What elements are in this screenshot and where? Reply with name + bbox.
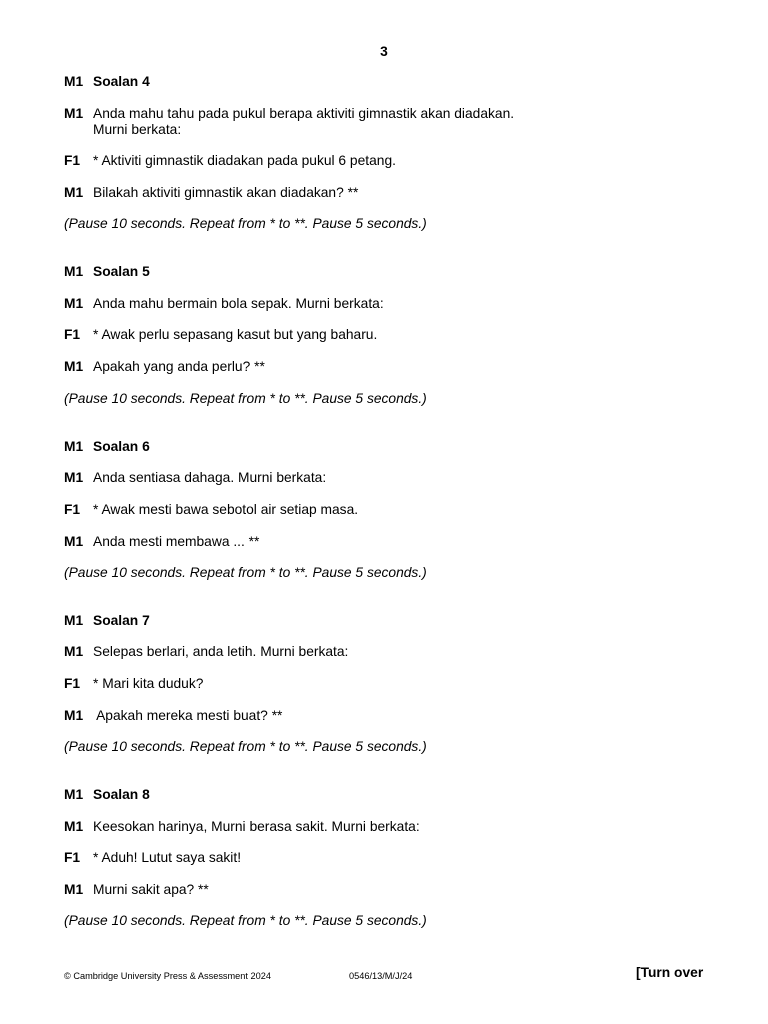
script-line <box>64 296 384 312</box>
pause-instruction: (Pause 10 seconds. Repeat from * to **. Pause 5 seconds.) <box>64 739 427 754</box>
script-line <box>64 185 358 201</box>
section-heading-soalan-7 <box>64 613 150 629</box>
turn-over-label: [Turn over <box>636 965 704 980</box>
script-line <box>64 676 203 692</box>
speaker-label: M1 <box>64 359 84 374</box>
section-heading-soalan-5 <box>64 264 150 280</box>
speaker-label: M1 <box>64 185 84 200</box>
script-line <box>64 470 326 486</box>
script-line <box>64 359 265 375</box>
speaker-label: M1 <box>64 882 84 897</box>
script-line <box>64 502 358 518</box>
question-title: Soalan 8 <box>93 787 150 802</box>
script-line <box>64 708 282 724</box>
speaker-label: F1 <box>64 153 81 168</box>
pause-instruction: (Pause 10 seconds. Repeat from * to **. Pause 5 seconds.) <box>64 391 427 406</box>
speaker-label: M1 <box>64 106 84 121</box>
script-line <box>64 327 377 343</box>
speaker-label: M1 <box>64 470 84 485</box>
script-line <box>64 882 209 898</box>
speaker-label: M1 <box>64 296 84 311</box>
speaker-label: M1 <box>64 74 84 89</box>
footer-paper-code: 0546/13/M/J/24 <box>349 971 413 981</box>
script-line <box>64 534 259 550</box>
question-title: Soalan 7 <box>93 613 150 628</box>
speaker-label: F1 <box>64 676 81 691</box>
script-line <box>64 644 348 660</box>
speaker-label: F1 <box>64 502 81 517</box>
script-text: Keesokan harinya, Murni berasa sakit. Murni berkata: <box>93 819 420 834</box>
question-title: Soalan 5 <box>93 264 150 279</box>
speaker-label: M1 <box>64 439 84 454</box>
script-text: * Aktiviti gimnastik diadakan pada pukul 6 petang. <box>93 153 396 168</box>
script-text: * Awak mesti bawa sebotol air setiap masa. <box>93 502 359 517</box>
script-text: Murni sakit apa? ** <box>93 882 209 897</box>
pause-instruction: (Pause 10 seconds. Repeat from * to **. Pause 5 seconds.) <box>64 216 427 231</box>
script-text: Bilakah aktiviti gimnastik akan diadakan? ** <box>93 185 359 200</box>
speaker-label: M1 <box>64 534 84 549</box>
script-text: Anda mesti membawa ... ** <box>93 534 260 549</box>
script-text: * Awak perlu sepasang kasut but yang baharu. <box>93 327 378 342</box>
section-heading-soalan-6 <box>64 439 150 455</box>
speaker-label: F1 <box>64 327 81 342</box>
script-text: Anda mahu bermain bola sepak. Murni berkata: <box>93 296 384 311</box>
speaker-label: M1 <box>64 613 84 628</box>
speaker-label: M1 <box>64 819 84 834</box>
speaker-label: M1 <box>64 644 84 659</box>
speaker-label: F1 <box>64 850 81 865</box>
pause-instruction: (Pause 10 seconds. Repeat from * to **. Pause 5 seconds.) <box>64 565 427 580</box>
speaker-label: M1 <box>64 787 84 802</box>
script-line <box>64 153 396 169</box>
script-text: * Aduh! Lutut saya sakit! <box>93 850 242 865</box>
script-line <box>64 850 241 866</box>
page-number: 3 <box>380 44 388 59</box>
question-title: Soalan 4 <box>93 74 150 89</box>
speaker-label: M1 <box>64 264 84 279</box>
script-text: Anda mahu tahu pada pukul berapa aktiviti gimnastik akan diadakan. Murni berkata: <box>93 106 515 137</box>
script-text: * Mari kita duduk? <box>93 676 204 691</box>
speaker-label: M1 <box>64 708 84 723</box>
question-title: Soalan 6 <box>93 439 150 454</box>
pause-instruction: (Pause 10 seconds. Repeat from * to **. Pause 5 seconds.) <box>64 913 427 928</box>
section-heading-soalan-4 <box>64 74 150 90</box>
script-line <box>64 106 514 138</box>
script-text: Anda sentiasa dahaga. Murni berkata: <box>93 470 327 485</box>
footer-copyright: © Cambridge University Press & Assessment 2024 <box>64 971 271 981</box>
script-text: Apakah mereka mesti buat? ** <box>93 708 283 723</box>
script-text: Selepas berlari, anda letih. Murni berkata: <box>93 644 349 659</box>
script-line <box>64 819 420 835</box>
script-text: Apakah yang anda perlu? ** <box>93 359 265 374</box>
section-heading-soalan-8 <box>64 787 150 803</box>
